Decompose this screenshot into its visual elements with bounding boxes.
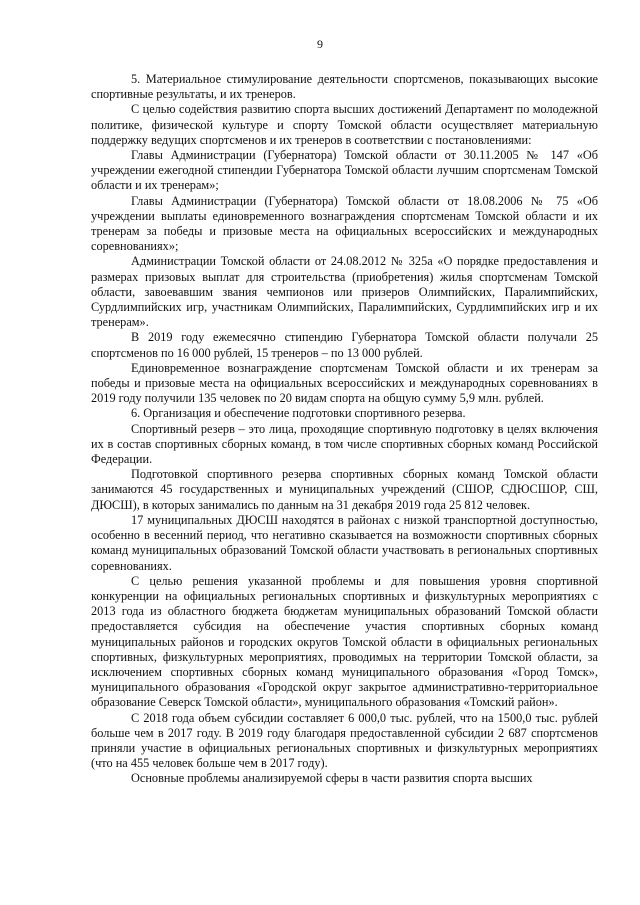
paragraph-reserve-definition: Спортивный резерв – это лица, проходящие спортивную подготовку в целях включения их в состав спортивных сборных команд, в том числе спортивных сборных команд Российской Федерации.	[91, 421, 598, 467]
paragraph-stipend-2019: В 2019 году ежемесячно стипендию Губернатора Томской области получали 25 спортсменов по 16 000 рублей, 15 тренеров – по 13 000 рублей.	[91, 330, 598, 360]
paragraph-decree-147: Главы Администрации (Губернатора) Томской области от 30.11.2005 № 147 «Об учреждении ежегодной стипендии Губернатора Томской области лучшим спортсменам Томской области и их тренерам»;	[91, 148, 598, 193]
paragraph-remote-dyussh: 17 муниципальных ДЮСШ находятся в районах с низкой транспортной доступностью, особенно в весенний период, что негативно сказывается на возможности спортивных сборных команд муниципальных образований Томской области участвовать в региональных спортивных соревнованиях.	[91, 512, 598, 573]
paragraph-main-problems: Основные проблемы анализируемой сферы в части развития спорта высших	[131, 771, 533, 786]
paragraph-decree-325a: Администрации Томской области от 24.08.2012 № 325а «О порядке предоставления и размерах призовых выплат для строительства (приобретения) жилья спортсменам Томской области, завоевавшим звания чемпионов или призеров Олимпийских, Паралимпийских, Сурдлимпийских игр, участникам Олимпийских, Паралимпийских, Сурдлимпийских игр и их тренерам».	[91, 254, 598, 330]
paragraph-subsidy-amount: С 2018 года объем субсидии составляет 6 000,0 тыс. рублей, что на 1500,0 тыс. рублей больше чем в 2017 году. В 2019 году благодаря предоставленной субсидии 2 687 спортсменов приняли участие в официальных региональных спортивных и физкультурных мероприятиях (что на 455 человек больше чем в 2017 году).	[91, 710, 598, 771]
paragraph-decree-75: Главы Администрации (Губернатора) Томской области от 18.08.2006 № 75 «Об учреждении выплаты единовременного вознаграждения спортсменам Томской области и их тренерам за победы и призовые места на официальных всероссийских и международных соревнованиях»;	[91, 193, 598, 254]
paragraph-support-intro: С целью содействия развитию спорта высших достижений Департамент по молодежной политике, физической культуре и спорту Томской области осуществляет материальную поддержку ведущих спортсменов и их тренеров в соответствии с постановлениями:	[91, 102, 598, 147]
paragraph-reward-2019: Единовременное вознаграждение спортсменам Томской области и их тренерам за победы и призовые места на официальных всероссийских и международных соревнованиях в 2019 году получили 135 человек по 20 видам спорта на общую сумму 5,9 млн. рублей.	[91, 360, 598, 406]
paragraph-subsidy-purpose: С целью решения указанной проблемы и для повышения уровня спортивной конкуренции на официальных региональных спортивных и физкультурных мероприятиях с 2013 года из областного бюджета бюджетам муниципальных образований Томской области предоставляется субсидия на обеспечение участия спортивных сборных команд муниципальных районов и городских округов Томской области в официальных региональных спортивных, физкультурных мероприятиях, проводимых на территории Томской области, за исключением спортивных сборных команд муниципального образования «Город Томск», муниципального образования «Городской округ закрытое административно-территориальное образование Северск Томской области», муниципального образования «Томский район».	[91, 573, 598, 710]
paragraph-section-6-heading: 6. Организация и обеспечение подготовки спортивного резерва.	[131, 406, 466, 421]
document-body	[91, 72, 598, 787]
paragraph-reserve-institutions: Подготовкой спортивного резерва спортивных сборных команд Томской области занимаются 45 государственных и муниципальных учреждений (СШОР, СДЮСШОР, СШ, ДЮСШ), в которых занимались по данным на 31 декабря 2019 года 25 812 человек.	[91, 467, 598, 512]
paragraph-section-5-heading: 5. Материальное стимулирование деятельности спортсменов, показывающих высокие спортивные результаты, и их тренеров.	[91, 72, 598, 102]
page-number: 9	[317, 37, 323, 51]
